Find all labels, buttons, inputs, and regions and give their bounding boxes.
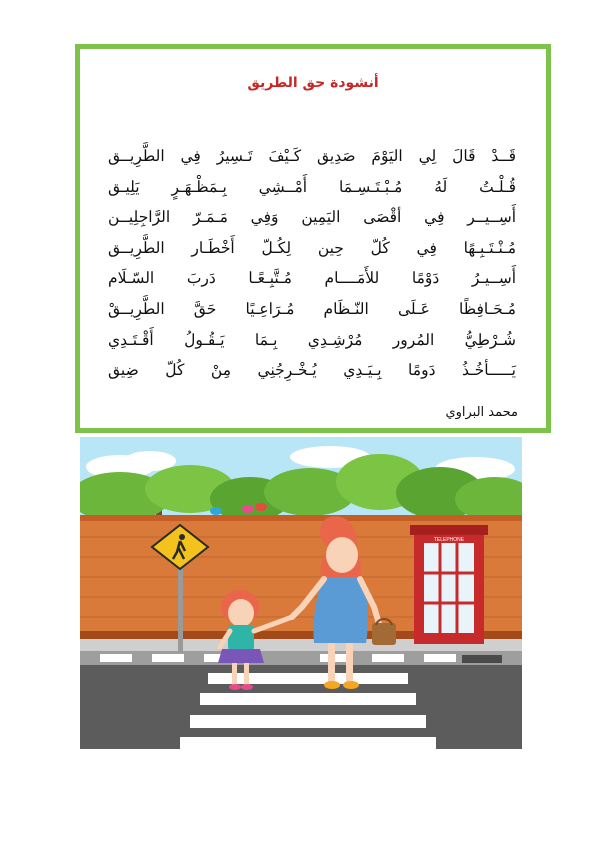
wall-cap — [80, 515, 522, 521]
poem-verses — [108, 141, 516, 386]
telephone-booth — [410, 525, 488, 644]
verse-line: شُـرْطِيُّ المُرور مُرْشِـدِي بِـمَا يَـقُـولُ أَقْـتَـدِي — [108, 330, 516, 349]
verse-line: يَـــــأخُـذُ دَومًا بِـيَـدِي يُـخْـرِجُنِي مِنْ كُلّ ضِيق — [108, 361, 516, 380]
poem-author: محمد البراوي — [445, 405, 518, 420]
poem-box — [75, 44, 551, 433]
verse-line: مُـحَـافِظًا عَـلَى النّـظَام مُـرَاعِـيًا حَقَّ الطَّرِيــقْ — [108, 299, 516, 318]
poem-title: أنشودة حق الطريق — [247, 75, 379, 91]
booth-sign: TELEPHONE — [433, 537, 465, 543]
verse-line: أَسِــيـرُ دَوْمًا للأَمَــــام مُـتَّبِـعًـا دَربَ السّـلَام — [108, 269, 516, 288]
crosswalk-illustration — [80, 437, 522, 749]
drain — [462, 655, 502, 663]
verse-line: قَــدْ قَالَ لِي اليَوْمَ صَدِيق كَـيْفَ تَـسِيرُ فِي الطَّرِيــق — [108, 147, 516, 165]
verse-line: مُـنْـتَـبِـهًا فِي كُلّ حِين لِكُـلّ أَخْطَـار الطَّرِيــق — [108, 238, 516, 257]
verse-line: قُـلْـتُ لَهُ مُـبْـتَـسِـمَا أَمْــشِي بِـمَظْـهَـرٍ يَلِيـق — [108, 177, 516, 196]
verse-line: أَسِــيــر فِي أقْصَى اليَمِين وَفِي مَـمَـرّ الرَّاجِلِيــن — [108, 208, 516, 227]
